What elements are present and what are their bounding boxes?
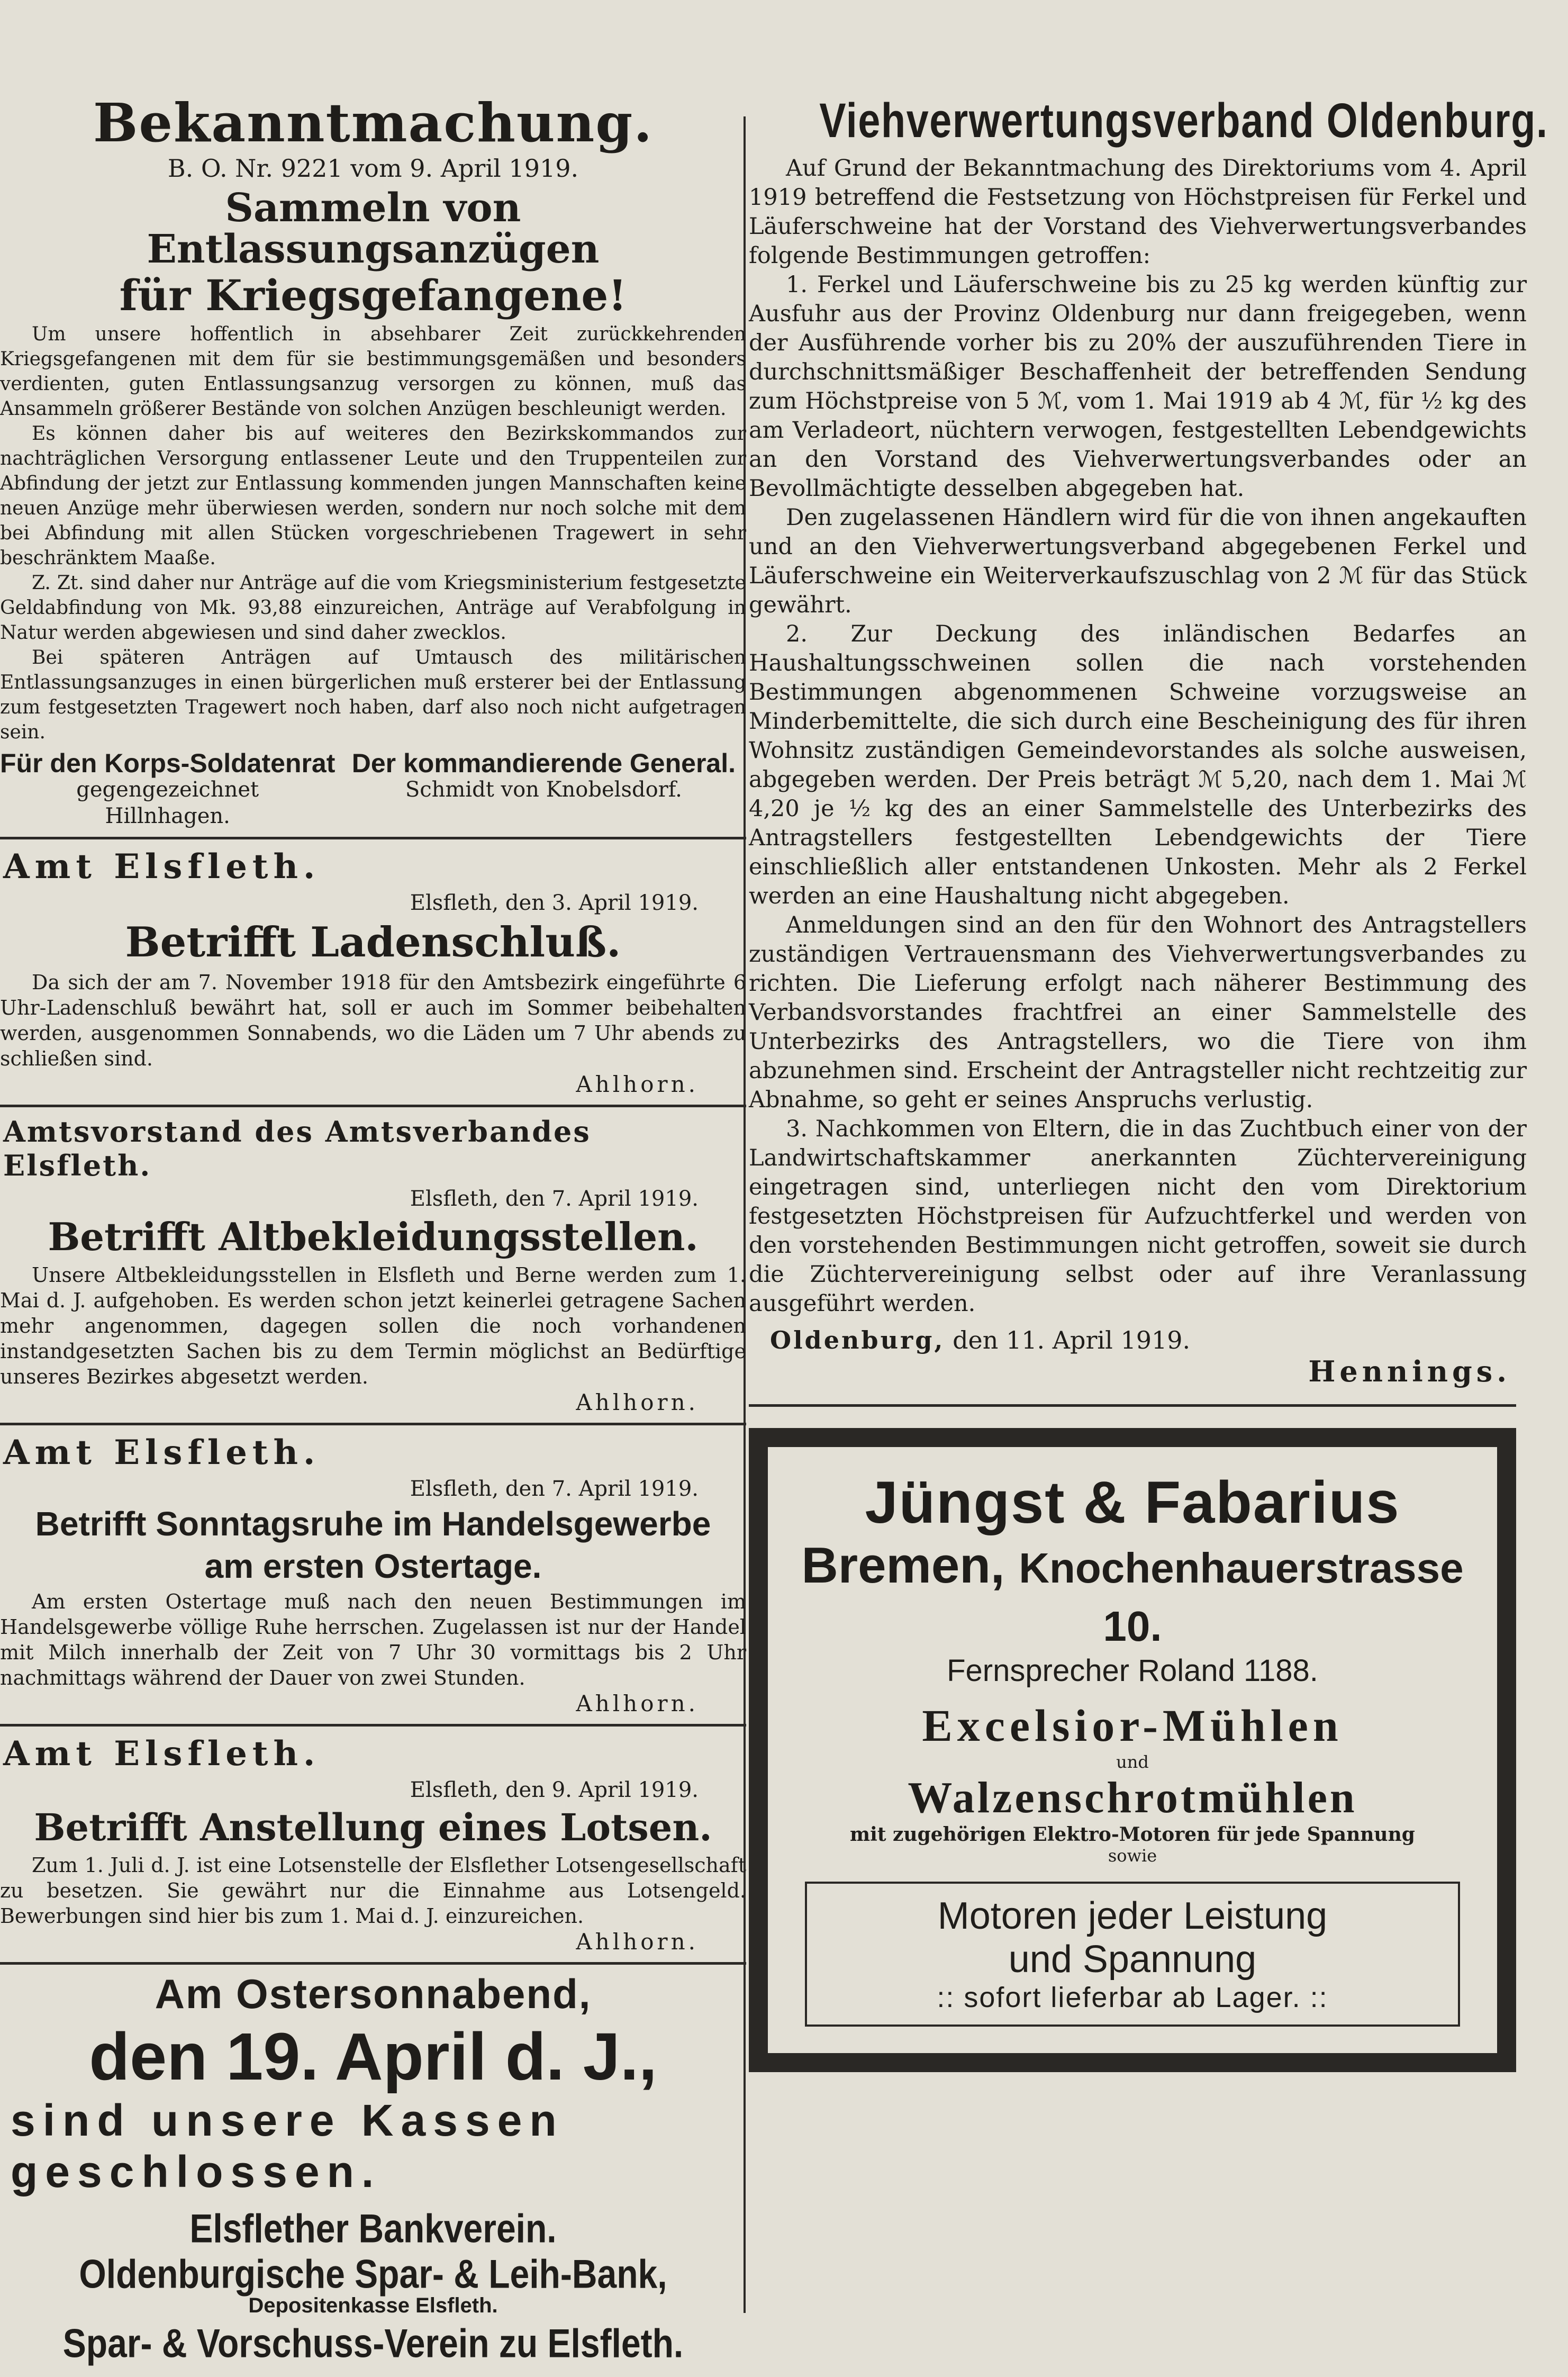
ad-line-1: Am Ostersonnabend, [155,1971,592,2018]
motor-box-line-3: :: sofort lieferbar ab Lager. :: [937,1981,1328,2013]
notice-body [0,1262,746,1389]
signature: Ahlhorn. [576,1071,699,1098]
paragraph: Es können daher bis auf weiteres den Bezirkskommandos zur nachträglichen Versorgung entlassener Leute und den Truppenteilen zur Abfindung der jetzt zur Entlassung kommenden jungen Mannschaften keine neuen Anzüge mehr überwiesen werden, sondern nur noch solche mit dem bei Abfindung mit allen Stücken vorgeschriebenen Tragewert in sehr beschränktem Maaße. [0,423,746,570]
ad-line-2: den 19. April d. J., [89,2019,657,2094]
place-date: Elsfleth, den 9. April 1919. [410,1778,699,1803]
signature-right [352,750,746,829]
office-heading: Amt Elsfleth. [3,1433,321,1473]
sonntagsruhe-notice [0,1433,746,1716]
paragraph: Bei späteren Anträgen auf Umtausch des militärischen Entlassungsanzuges in einen bürgerlichen muß ersterer bei der Entlassung zum festgesetzten Tragewert noch haben, darf also noch nicht aufgetragen sein. [0,647,746,744]
firm-name: Jüngst & Fabarius [865,1469,1400,1535]
signature: Ahlhorn. [576,1691,699,1717]
motor-box [805,1882,1460,2027]
divider [0,1105,746,1107]
notice-body [0,322,746,745]
left-column [0,90,746,2366]
signature: Hennings. [1308,1354,1511,1388]
notice-title: Betrifft Anstellung eines Lotsen. [34,1805,712,1850]
notice-title: Betrifft Ladenschluß. [125,918,621,967]
notice-body [0,1852,746,1929]
product-note: mit zugehörigen Elektro-Motoren für jede Spannung [850,1823,1415,1846]
signature-left-title: Für den Korps-Soldatenrat [0,748,336,779]
association-body [749,154,1532,1318]
notice-reference: B. O. Nr. 9221 vom 9. April 1919. [167,154,579,183]
dateline-date: den 11. April 1919. [953,1325,1191,1354]
bank-name-2: Oldenburgische Spar- & Leih-Bank, [79,2251,667,2297]
divider [0,837,746,839]
motor-box-line-2: und Spannung [1008,1938,1257,1981]
product-connector-2: sowie [1108,1845,1157,1866]
paragraph: Um unsere hoffentlich in absehbarer Zeit zurückkehrenden Kriegsgefangenen mit dem für sie bestimmungsgemäßen und besonders verdienten, guten Entlassungsanzug versorgen zu können, muß das Ansammeln größerer Bestände von solchen Anzügen beschleunigt werden. [0,323,746,420]
right-column [749,90,1548,2339]
paragraph: Z. Zt. sind daher nur Anträge auf die vom Kriegsministerium festgesetzte Geldabfindung von Mk. 93,88 einzureichen, Anträge auf Verabfolgung in Natur werden abgewiesen und sind daher zwecklos. [0,572,746,644]
place-date: Elsfleth, den 7. April 1919. [410,1187,699,1212]
office-heading: Amt Elsfleth. [3,847,321,887]
paragraph: 1. Ferkel und Läuferschweine bis zu 25 kg werden künftig zur Ausfuhr aus der Provinz Oldenburg nur dann freigegeben, wenn der Ausführende vorher bis zu 20% der auszuführenden Tiere in durchschnittsmäßiger Beschaffenheit der betreffenden Sendung zum Höchstpreise von 5 ℳ, vom 1. Mai 1919 ab 4 ℳ, für ½ kg des am Verladeort, nüchtern verwogen, festgestellten Lebendgewichts an den Vorstand des Viehverwertungsverbandes oder an Bevollmächtigte desselben abgegeben hat. [749,271,1527,502]
signature-right-title: Der kommandierende General. [351,748,736,779]
divider [0,1724,746,1727]
place-date: Elsfleth, den 7. April 1919. [410,1477,699,1502]
paragraph: Unsere Altbekleidungsstellen in Elsfleth und Berne werden zum 1. Mai d. J. aufgehoben. Es werden schon jetzt keinerlei getragene Sachen mehr angenommen, dagegen sollen die noch vorhandenen instandgesetzten Sachen bis zu dem Termin möglichst an Bedürftige unseres Bezirkes abgesetzt werden. [0,1263,746,1389]
ad-line-3: sind unsere Kassen geschlossen. [11,2095,564,2197]
notice-heading-2: für Kriegsgefangene! [119,270,627,321]
ladenschluss-notice [0,847,746,1097]
signature-left-line: gegengezeichnet [76,778,259,802]
bekanntmachung-notice [0,92,746,829]
office-heading: Amtsvorstand des Amtsverbandes Elsfleth. [3,1115,591,1183]
jungst-fabarius-ad [749,1428,1516,2072]
firm-city: Bremen, [801,1537,1005,1594]
firm-street: Knochenhauerstrasse 10. [1019,1544,1464,1650]
association-title: Viehverwertungsverband Oldenburg. [819,94,1548,148]
notice-title: Bekanntmachung. [93,92,654,154]
paragraph: 2. Zur Deckung des inländischen Bedarfes an Haushaltungsschweinen sollen die nach vorstehenden Bestimmungen abgenommenen Schweine vorzugsweise an Minderbemittelte, die sich durch eine Bescheinigung des für ihren Wohnsitz zuständigen Gemeindevorstandes als solche ausweisen, abgegeben werden. Der Preis beträgt ℳ 5,20, nach dem 1. Mai ℳ 4,20 je ½ kg des an einer Sammelstelle des Unterbezirks des Antragstellers festgestellten Lebendgewichts der Tiere einschließlich aller entstandenen Unkosten. Mehr als 2 Ferkel werden an eine Haushaltung nicht abgegeben. [749,620,1527,909]
bank-name-3: Spar- & Vorschuss-Verein zu Elsfleth. [62,2320,684,2366]
signature-left-name: Hillnhagen. [105,804,230,829]
notice-title-2: am ersten Ostertage. [204,1547,542,1586]
signature-left [0,750,335,829]
paragraph: Auf Grund der Bekanntmachung des Direktoriums vom 4. April 1919 betreffend die Festsetzung von Höchstpreisen für Ferkel und Läuferschweine hat der Vorstand des Viehverwertungsverbandes folgende Bestimmungen getroffen: [749,155,1527,269]
paragraph: Anmeldungen sind an den für den Wohnort des Antragstellers zuständigen Vertrauensmann des Viehverwertungsverbandes zu richten. Die Lieferung erfolgt nach näherer Bestimmung des Verbandsvorstandes frachtfrei an einer Sammelstelle des Unterbezirks des Antragstellers, wo die Tiere von ihm abzunehmen sind. Erscheint der Antragsteller nicht rechtzeitig zur Abnahme, so geht er seines Anspruchs verlustig. [749,911,1527,1113]
divider [0,1962,746,1965]
notice-signatures [0,750,746,829]
divider [749,1404,1516,1407]
product-1: Excelsior-Mühlen [922,1700,1343,1751]
signature: Ahlhorn. [576,1389,699,1416]
place-date: Elsfleth, den 3. April 1919. [410,891,699,916]
lotsen-notice [0,1734,746,1955]
notice-title-1: Betrifft Sonntagsruhe im Handelsgewerbe [35,1505,711,1543]
paragraph: Zum 1. Juli d. J. ist eine Lotsenstelle der Elsflether Lotsengesellschaft zu besetzen. Sie gewährt nur die Einnahme aus Lotsengeld. Bewerbungen sind hier bis zum 1. Mai d. J. einzureichen. [0,1854,746,1928]
notice-heading-1: Sammeln von Entlassungsanzügen [147,185,600,272]
ad-inner [768,1447,1497,2053]
paragraph: Am ersten Ostertage muß nach den neuen Bestimmungen im Handelsgewerbe völlige Ruhe herrschen. Zugelassen ist nur der Handel mit Milch innerhalb der Zeit von 7 Uhr 30 vormittags bis 2 Uhr nachmittags während der Dauer von zwei Stunden. [0,1590,746,1690]
paragraph: Da sich der am 7. November 1918 für den Amtsbezirk eingeführte 6 Uhr-Ladenschluß bewährt hat, soll er auch im Sommer beibehalten werden, ausgenommen Sonnabends, wo die Läden um 7 Uhr abends zu schließen sind. [0,971,746,1071]
bank-name-2-sub: Depositenkasse Elsfleth. [248,2294,498,2318]
notice-body [0,970,746,1071]
divider [0,1423,746,1425]
signature: Ahlhorn. [576,1929,699,1955]
dateline-city: Oldenburg, [770,1325,945,1354]
firm-address [778,1537,1487,1653]
notice-title: Betrifft Altbekleidungsstellen. [48,1214,699,1260]
bank-closure-ad [0,1970,746,2366]
office-heading: Amt Elsfleth. [3,1734,321,1774]
altbekleidung-notice [0,1115,746,1415]
product-2: Walzenschrotmühlen [908,1773,1357,1822]
paragraph: Den zugelassenen Händlern wird für die von ihnen angekauften und an den Viehverwertungsverband abgegebenen Ferkel und Läuferschweine ein Weiterverkaufszuschlag von 2 ℳ für das Stück gewährt. [749,504,1527,618]
bank-name-1: Elsflether Bankverein. [189,2206,557,2251]
motor-box-line-1: Motoren jeder Leistung [937,1894,1328,1937]
paragraph: 3. Nachkommen von Eltern, die in das Zuchtbuch einer von der Landwirtschaftskammer anerkannten Züchtervereinigung eingetragen sind, unterliegen nicht den vom Direktorium festgesetzten Höchstpreisen für Aufzuchtferkel und werden von den vorstehenden Bestimmungen nicht getroffen, soweit sie durch die Züchtervereinigung selbst oder auf ihre Veranlassung ausgeführt werden. [749,1115,1527,1317]
firm-phone: Fernsprecher Roland 1188. [947,1653,1318,1688]
product-connector: und [1116,1751,1149,1772]
notice-body [0,1589,746,1691]
dateline [770,1326,1532,1354]
signature-right-name: Schmidt von Knobelsdorf. [405,778,682,802]
